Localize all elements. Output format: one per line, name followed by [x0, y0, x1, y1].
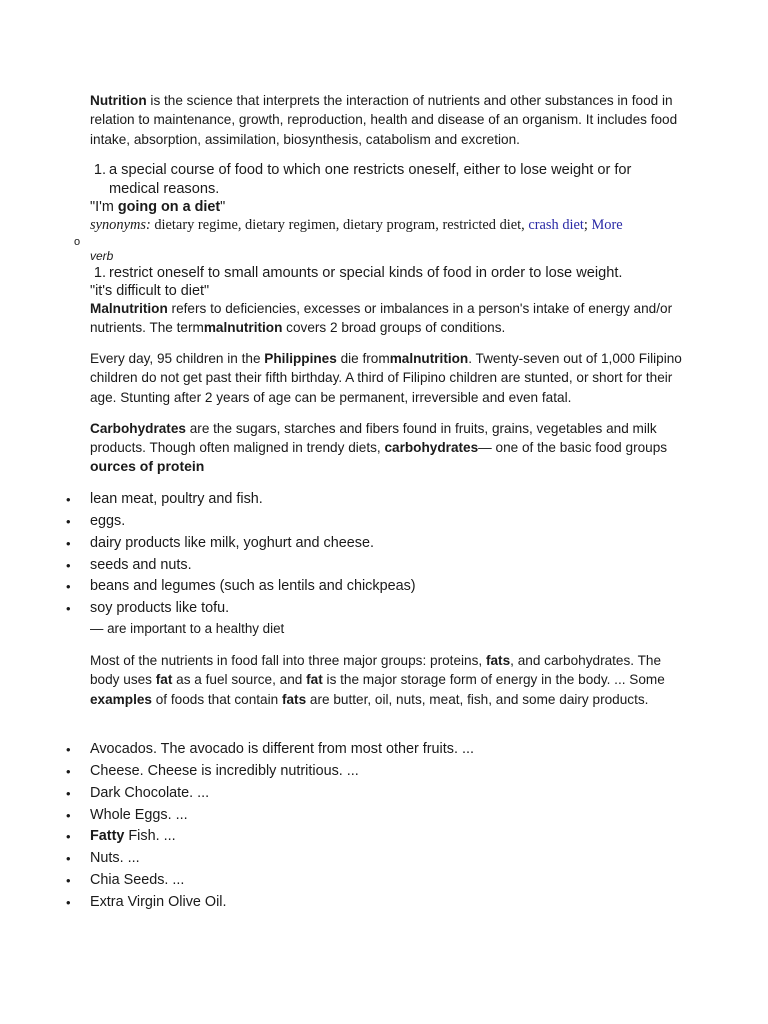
list-item-text: Dark Chocolate. ... — [90, 784, 210, 801]
bullet-icon: • — [66, 513, 71, 529]
list-item — [62, 805, 474, 827]
fats-text-6: are butter, oil, nuts, meat, fish, and some dairy products. — [306, 691, 649, 707]
malnutrition-term: Malnutrition — [90, 301, 168, 316]
list-item — [62, 489, 416, 511]
philippines-text-3: . Twenty-seven out of 1,000 Filipino children do not get past their fifth birthday. A third of Filipino children are stunted, or short for their age. Stunting after 2 years of age can be permanent, irreversible and even fatal. — [90, 351, 682, 405]
list-item — [62, 555, 416, 577]
diet-verb-definition — [90, 264, 660, 283]
crash-diet-link[interactable]: crash diet — [528, 217, 584, 233]
synonyms-line — [90, 216, 623, 234]
more-synonyms-link[interactable]: More — [591, 217, 623, 233]
philippines-text: Every day, 95 children in the — [90, 351, 265, 366]
fats-text-4: is the major storage form of energy in the body. ... Some — [322, 672, 665, 688]
malnutrition-text: refers to deficiencies, excesses or imbalances in a person's intake of energy and/or nutrients. The term — [90, 301, 673, 336]
synonyms-text: dietary regime, dietary regimen, dietary program, restricted diet, — [150, 217, 529, 233]
malnutrition-term-3: malnutrition — [389, 351, 469, 366]
list-item-text: Nuts. ... — [90, 850, 140, 867]
fats-text: Most of the nutrients in food fall into three major groups: proteins, — [90, 653, 486, 668]
example-bold: going on a diet — [117, 199, 221, 215]
bullet-icon: • — [66, 492, 71, 507]
bullet-icon: • — [66, 785, 71, 801]
fat-foods-list — [62, 739, 474, 914]
list-item-text: Whole Eggs. ... — [90, 806, 188, 823]
bullet-icon: • — [66, 742, 71, 757]
list-item-text: Chia Seeds. ... — [90, 872, 185, 889]
bullet-icon: • — [66, 763, 71, 779]
fats-paragraph — [90, 651, 685, 709]
list-item-bold: Fatty — [90, 828, 125, 845]
list-item-text: Cheese. Cheese is incredibly nutritious. ... — [90, 762, 359, 779]
philippines-text-2: die from — [336, 351, 390, 366]
fats-text-3: as a fuel source, and — [172, 672, 307, 688]
carbohydrates-term: Carbohydrates — [90, 421, 186, 436]
examples-term: examples — [90, 691, 152, 707]
philippines-paragraph — [90, 349, 685, 407]
nutrition-paragraph — [90, 91, 685, 149]
list-item — [62, 892, 474, 914]
list-item-text: dairy products like milk, yoghurt and cheese. — [90, 534, 374, 551]
list-item — [62, 739, 474, 761]
bullet-icon: • — [66, 829, 71, 845]
carbohydrates-text: are the sugars, starches and fibers found in fruits, grains, vegetables and milk products. Though often maligned in trendy diets, — [90, 421, 657, 456]
malnutrition-paragraph — [90, 299, 685, 338]
list-item-text: lean meat, poultry and fish. — [90, 491, 263, 507]
carbohydrates-paragraph — [90, 419, 685, 458]
list-item-text: Avocados. The avocado is different from most other fruits. ... — [90, 741, 474, 757]
verb-example: "it's difficult to diet" — [90, 283, 210, 299]
list-item — [62, 848, 474, 870]
bullet-icon: • — [66, 851, 71, 867]
fats-text-2: , and carbohydrates. The body uses — [90, 653, 662, 688]
bullet-icon: • — [66, 579, 71, 595]
fats-text-5: of foods that contain — [151, 691, 282, 707]
fat-term: fat — [155, 672, 173, 688]
diet-example — [90, 198, 225, 216]
list-item — [62, 576, 416, 598]
malnutrition-text-2: covers 2 broad groups of conditions. — [282, 320, 506, 336]
malnutrition-term-2: malnutrition — [203, 320, 283, 336]
list-item — [62, 598, 416, 620]
diet-noun-definition — [90, 161, 660, 199]
list-item-text: soy products like tofu. — [90, 600, 230, 617]
carbohydrates-text-2: — one of the basic food groups — [478, 440, 668, 456]
bullet-icon: • — [66, 535, 71, 551]
definition-number: 1. — [93, 162, 106, 178]
circle-bullet-icon: o — [74, 236, 81, 248]
fats-term: fats — [485, 653, 511, 668]
definition-text: restrict oneself to small amounts or special kinds of food in order to lose weight. — [109, 265, 623, 281]
list-item-text: beans and legumes (such as lentils and chickpeas) — [90, 578, 416, 595]
nutrition-text: is the science that interprets the interaction of nutrients and other substances in food in relation to maintenance, growth, reproduction, health and disease of an organism. It includes food intake, absorption, assimilation, biosynthesis, catabolism and excretion. — [90, 93, 678, 147]
definition-number: 1. — [93, 265, 106, 281]
definition-text: a special course of food to which one restricts oneself, either to lose weight or for medical reasons. — [109, 162, 632, 197]
bullet-icon: • — [66, 894, 71, 910]
list-item-text: seeds and nuts. — [90, 556, 192, 573]
list-item — [62, 761, 474, 783]
nutrition-term: Nutrition — [90, 93, 147, 108]
part-of-speech: verb — [90, 249, 114, 263]
list-item — [62, 826, 474, 848]
protein-sources-heading: ources of protein — [90, 458, 205, 474]
fat-term-2: fat — [306, 672, 323, 688]
list-item-text: Fish. ... — [124, 828, 176, 845]
list-item — [62, 533, 416, 555]
list-item — [62, 870, 474, 892]
philippines-term: Philippines — [264, 351, 337, 366]
list-item-text: Extra Virgin Olive Oil. — [90, 893, 227, 910]
protein-sources-list — [62, 489, 416, 620]
example-pre: "I'm — [90, 199, 118, 215]
healthy-diet-note: — are important to a healthy diet — [90, 621, 285, 636]
list-item-text: eggs. — [90, 512, 126, 529]
bullet-icon: • — [66, 557, 71, 573]
list-item — [62, 511, 416, 533]
bullet-icon: • — [66, 601, 71, 617]
bullet-icon: • — [66, 807, 71, 823]
synonym-separator: ; — [583, 217, 592, 233]
synonyms-label: synonyms: — [90, 217, 151, 233]
bullet-icon: • — [66, 873, 71, 889]
list-item — [62, 783, 474, 805]
fats-term-2: fats — [281, 691, 307, 707]
example-post: " — [220, 199, 226, 215]
carbohydrates-term-2: carbohydrates — [384, 440, 479, 456]
